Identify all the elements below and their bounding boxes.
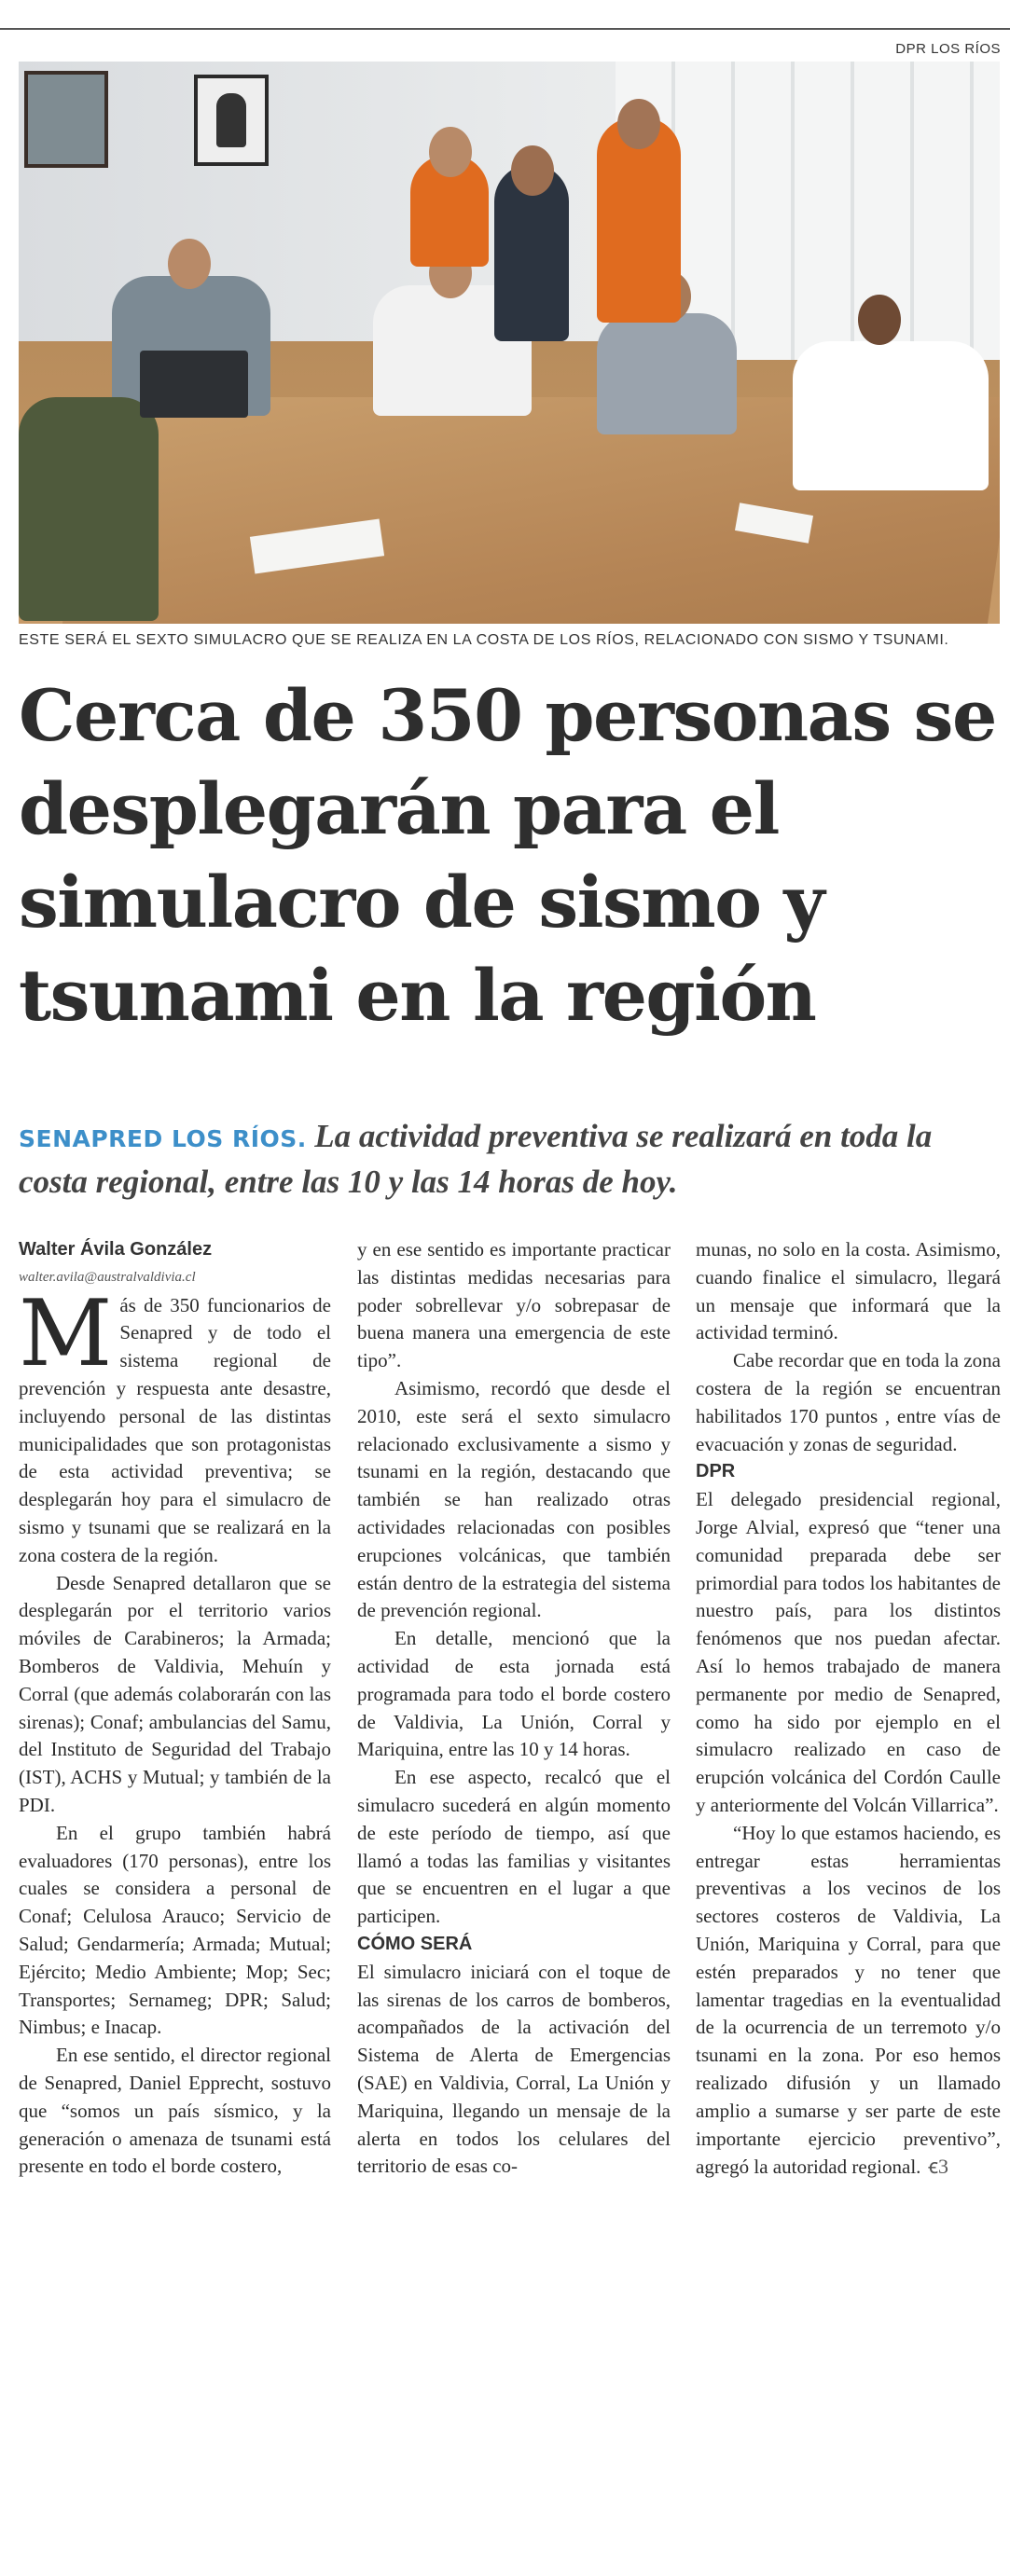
article-column-2	[357, 1236, 671, 2181]
paragraph: En ese sentido, el director regional de Senapred, Daniel Epprecht, sostuvo que “somos un país sísmico, y la generación o amenaza de tsunami está presente en todo el borde costero,	[19, 2044, 331, 2178]
paragraph: El delegado presidencial regional, Jorge Alvial, expresó que “tener una comunidad preparada debe ser primordial para todos los habitantes de nuestro país, para los distintos fenómenos que nos puedan afectar. Así lo hemos trabajado de manera permanente por medio de Senapred, como ha sido por ejemplo en el simulacro realizado en caso de erupción volcánica del Cordón Caulle y anteriormente del Volcán Villarrica”.	[696, 1488, 1001, 1816]
paragraph-text: “Hoy lo que estamos haciendo, es entregar estas herramientas preventivas a los vecinos de los sectores costeros de Valdivia, La Unión, Mariquina y Corral, para que estén preparados y no tener que lamentar tragedias en la eventualidad de la ocurrencia de un terremoto y/o tsunami en la zona. Por eso hemos realizado difusión y un llamado amplio a sumarse y ser parte de este importante ejercicio preventivo”, agregó la autoridad regional.	[696, 1821, 1001, 2179]
paragraph: y en ese sentido es importante practicar las distintas medidas necesarias para poder sobrellevar y/o sobrepasar de buena manera una emergencia de este tipo”.	[357, 1238, 671, 1372]
deck-kicker: SENAPRED LOS RÍOS.	[19, 1125, 307, 1152]
deck-lead: La actividad preventiva se realizará en toda la costa regional, entre las 10 y las 14 horas de hoy.	[19, 1118, 933, 1200]
paragraph: Desde Senapred detallaron que se desplegarán por el territorio varios móviles de Carabineros; la Armada; Bomberos de Valdivia, Mehuín y Corral (que además colaborarán con las sirenas); Conaf; ambulancias del Samu, del Instituto de Seguridad del Trabajo (IST), ACHS y Mutual; y también de la PDI.	[19, 1571, 331, 1816]
dropcap: M	[19, 1280, 113, 1387]
paragraph: En detalle, mencionó que la actividad de esta jornada está programada para todo el borde costero de Valdivia, La Unión, Corral y Mariquina, entre las 10 y 14 horas.	[357, 1627, 671, 1761]
photo-frame-painting	[24, 71, 108, 168]
photo-caption: ESTE SERÁ EL SEXTO SIMULACRO QUE SE REALIZA EN LA COSTA DE LOS RÍOS, RELACIONADO CON SISMO Y TSUNAMI.	[19, 632, 949, 648]
photo-frame-portrait	[194, 75, 269, 166]
paragraph	[19, 1280, 331, 1570]
photo-head	[168, 239, 211, 289]
photo-head	[511, 145, 554, 196]
paragraph-text: ás de 350 funcionarios de Senapred y de todo el sistema regional de prevención y respuesta ante desastre, incluyendo personal de las distintas municipalidades que son protagonistas de esta actividad preventiva; se desplegarán hoy para el simulacro de sismo y tsunami que se realizará en la zona costera de la región.	[19, 1293, 331, 1566]
photo-person	[597, 313, 737, 434]
end-mark-icon: ꞓ3	[928, 2155, 948, 2179]
paragraph: En el grupo también habrá evaluadores (170 personas), entre los cuales se considera a personal de Conaf; Celulosa Arauco; Servicio de Salud; Gendarmería; Armada; Mutual; Ejército; Medio Ambiente; Mop; Sec; Transportes; Sernameg; DPR; Salud; Nimbus; e Inacap.	[19, 1821, 331, 2039]
photo-head	[429, 127, 472, 177]
photo-person	[19, 397, 159, 621]
photo-laptop	[140, 351, 248, 418]
photo-head	[858, 295, 901, 345]
paragraph: Asimismo, recordó que desde el 2010, este será el sexto simulacro relacionado exclusivamente a sismo y tsunami en la región, destacando que también se han realizado otras actividades relacionadas con posibles erupciones volcánicas, que también están dentro de la estrategia del sistema de prevención regional.	[357, 1376, 671, 1622]
section-label: DPR LOS RÍOS	[895, 41, 1001, 57]
paragraph: Cabe recordar que en toda la zona costera de la región se encuentran habilitados 170 puntos , entre vías de evacuación y zonas de seguridad.	[696, 1349, 1001, 1455]
byline-email: walter.avila@australvaldivia.cl	[19, 1269, 196, 1285]
article-deck	[19, 1115, 1000, 1205]
top-rule	[0, 28, 1010, 30]
paragraph	[696, 1820, 1001, 2182]
photo-head	[617, 99, 660, 149]
article-column-1	[19, 1236, 331, 2181]
article-headline: Cerca de 350 personas se desplegarán para el simulacro de sismo y tsunami en la región	[19, 674, 996, 1037]
article-column-3	[696, 1236, 1001, 2182]
paragraph: El simulacro iniciará con el toque de las sirenas de los carros de bomberos, acompañados de la activación del Sistema de Alerta de Emergencias (SAE) en Valdivia, Corral, La Unión y Mariquina, llegando un mensaje de la alerta en todos los celulares del territorio de esas co-	[357, 1960, 671, 2178]
subhead-dpr: DPR	[696, 1461, 736, 1482]
byline-author: Walter Ávila González	[19, 1239, 213, 1260]
paragraph: En ese aspecto, recalcó que el simulacro sucederá en algún momento de este período de tiempo, así que llamó a todas las familias y visitantes que se encuentren en el lugar a que participen.	[357, 1766, 671, 1928]
subhead-como-sera: CÓMO SERÁ	[357, 1933, 473, 1954]
article-photo	[19, 62, 1000, 624]
paragraph: munas, no solo en la costa. Asimismo, cuando finalice el simulacro, llegará un mensaje que informará que la actividad terminó.	[696, 1238, 1001, 1344]
photo-person	[793, 341, 989, 490]
